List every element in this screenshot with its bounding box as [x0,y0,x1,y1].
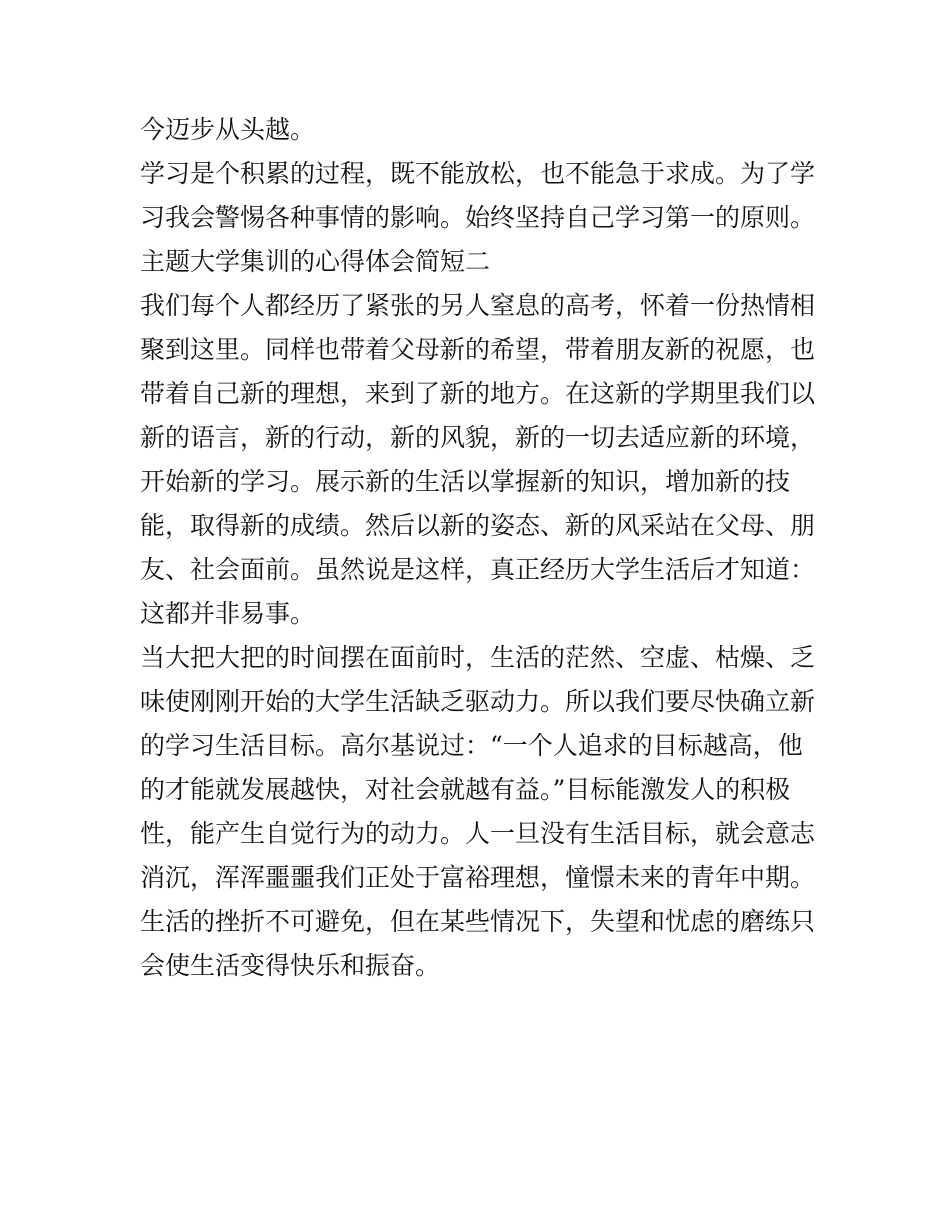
text-line: 带着自己新的理想，来到了新的地方。在这新的学期里我们以 [140,379,816,408]
text-line: 的才能就发展越快，对社会就越有益。”目标能激发人的积极 [140,775,791,804]
text-line: 我们每个人都经历了紧张的另人窒息的高考，怀着一份热情相 [140,291,816,320]
text-line: 生活的挫折不可避免，但在某些情况下，失望和忧虑的磨练只 [140,907,816,936]
document-body [140,108,820,988]
section-heading: 主题大学集训的心得体会简短二 [140,247,491,276]
text-line: 性，能产生自觉行为的动力。人一旦没有生活目标，就会意志 [140,819,816,848]
text-line: 这都并非易事。 [140,599,316,628]
text-line: 消沉，浑浑噩噩我们正处于富裕理想，憧憬未来的青年中期。 [140,863,816,892]
text-line: 味使刚刚开始的大学生活缺乏驱动力。所以我们要尽快确立新 [140,687,816,716]
text-line: 习我会警惕各种事情的影响。始终坚持自己学习第一的原则。 [140,203,816,232]
text-line: 会使生活变得快乐和振奋。 [140,951,441,980]
text-line: 学习是个积累的过程，既不能放松，也不能急于求成。为了学 [140,159,816,188]
text-line: 的学习生活目标。高尔基说过：“一个人追求的目标越高，他 [140,731,803,760]
text-line: 今迈步从头越。 [140,115,316,144]
text-line: 开始新的学习。展示新的生活以掌握新的知识，增加新的技 [140,467,791,496]
text-line: 当大把大把的时间摆在面前时，生活的茫然、空虚、枯燥、乏 [140,643,816,672]
text-line: 聚到这里。同样也带着父母新的希望，带着朋友新的祝愿，也 [140,335,816,364]
text-line: 友、社会面前。虽然说是这样，真正经历大学生活后才知道： [140,555,816,584]
text-line: 能，取得新的成绩。然后以新的姿态、新的风采站在父母、朋 [140,511,816,540]
text-line: 新的语言，新的行动，新的风貌，新的一切去适应新的环境， [140,423,816,452]
